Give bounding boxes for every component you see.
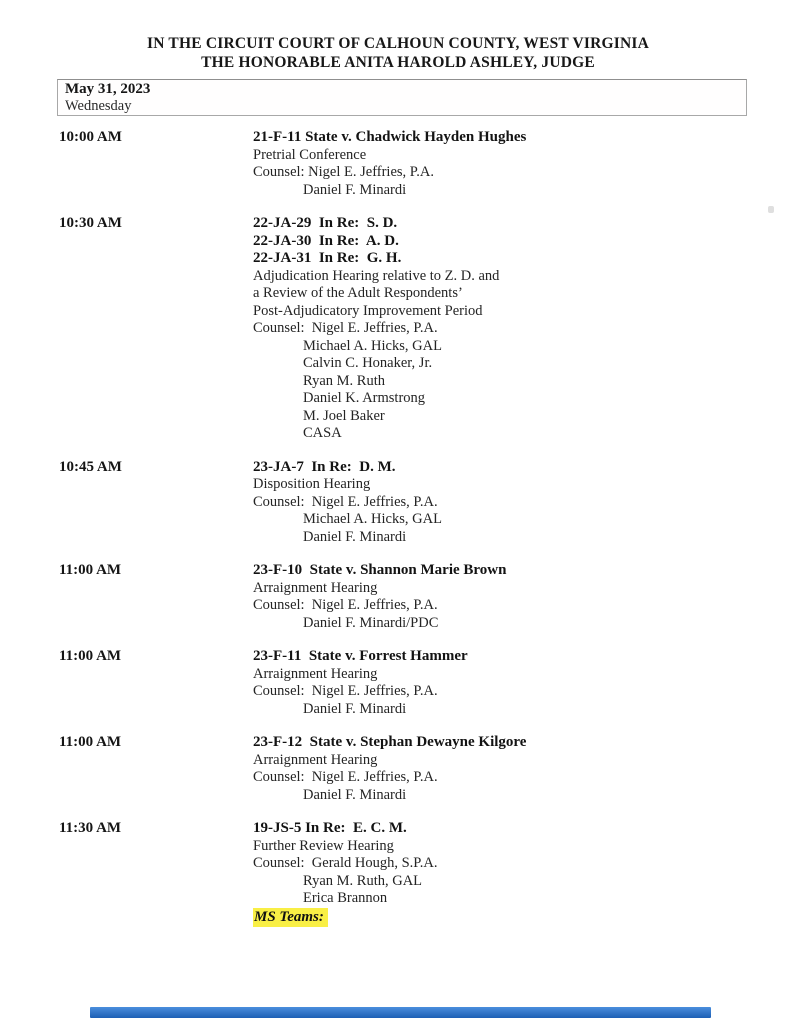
detail-line: Counsel: Gerald Hough, S.P.A. — [253, 855, 438, 871]
case-title: 23-F-12 State v. Stephan Dewayne Kilgore — [253, 734, 527, 750]
hearing-time: 10:45 AM — [59, 458, 122, 475]
court-header — [0, 0, 796, 72]
hearing-time: 11:00 AM — [59, 734, 122, 750]
detail-line: Counsel: Nigel E. Jeffries, P.A. — [253, 493, 438, 510]
hearing-details — [253, 562, 796, 632]
court-title: IN THE CIRCUIT COURT OF CALHOUN COUNTY, WEST VIRGINIA — [146, 35, 649, 52]
case-title: 21-F-11 State v. Chadwick Hayden Hughes — [253, 129, 527, 145]
hearing-details — [253, 129, 796, 199]
hearing-time: 11:30 AM — [59, 820, 122, 836]
detail-line: Counsel: Nigel E. Jeffries, P.A. — [253, 164, 434, 180]
detail-line: CASA — [303, 425, 342, 441]
detail-line: Post-Adjudicatory Improvement Period — [253, 302, 483, 319]
detail-line: a Review of the Adult Respondents’ — [253, 285, 463, 301]
hearing-details — [253, 215, 796, 443]
footer-bar — [90, 1007, 711, 1018]
docket-entry — [0, 459, 796, 547]
ms-teams-label: MS Teams: — [253, 908, 328, 927]
detail-line: Michael A. Hicks, GAL — [303, 337, 442, 354]
detail-line: M. Joel Baker — [303, 407, 385, 424]
detail-line: Daniel K. Armstrong — [303, 390, 426, 406]
scan-artifact — [768, 206, 774, 213]
detail-line: Ryan M. Ruth — [303, 372, 385, 389]
detail-line: Daniel F. Minardi/PDC — [303, 614, 439, 631]
detail-line: Arraignment Hearing — [253, 665, 378, 682]
detail-line: Adjudication Hearing relative to Z. D. and — [253, 267, 500, 284]
date-box — [57, 79, 747, 116]
docket-entry — [0, 648, 796, 718]
case-title: 23-F-10 State v. Shannon Marie Brown — [253, 562, 507, 578]
case-title: 22-JA-31 In Re: G. H. — [253, 250, 402, 266]
detail-line: Counsel: Nigel E. Jeffries, P.A. — [253, 683, 438, 699]
docket-entry — [0, 820, 796, 927]
judge-title: THE HONORABLE ANITA HAROLD ASHLEY, JUDGE — [201, 54, 595, 71]
detail-line: Counsel: Nigel E. Jeffries, P.A. — [253, 769, 438, 785]
detail-line: Counsel: Nigel E. Jeffries, P.A. — [253, 597, 438, 613]
detail-line: Daniel F. Minardi — [303, 700, 407, 717]
hearing-details — [253, 459, 796, 547]
detail-line: Daniel F. Minardi — [303, 181, 407, 198]
case-title: 22-JA-30 In Re: A. D. — [253, 232, 399, 249]
hearing-details — [253, 648, 796, 718]
docket-entry — [0, 562, 796, 632]
case-title: 22-JA-29 In Re: S. D. — [253, 215, 398, 231]
hearing-time: 11:00 AM — [59, 562, 122, 578]
hearing-time: 10:30 AM — [59, 215, 122, 231]
detail-line: Michael A. Hicks, GAL — [303, 511, 442, 527]
docket-date: May 31, 2023 — [65, 81, 151, 97]
docket-entry — [0, 734, 796, 804]
ms-teams-line — [253, 908, 796, 927]
detail-line: Calvin C. Honaker, Jr. — [303, 355, 433, 371]
detail-line: Arraignment Hearing — [253, 751, 378, 768]
hearing-details — [253, 820, 796, 927]
detail-line: Daniel F. Minardi — [303, 786, 407, 803]
case-title: 23-F-11 State v. Forrest Hammer — [253, 648, 468, 664]
detail-line: Arraignment Hearing — [253, 579, 378, 596]
docket-entry — [0, 215, 796, 443]
case-title: 23-JA-7 In Re: D. M. — [253, 458, 396, 475]
docket-entries — [0, 129, 796, 927]
detail-line: Counsel: Nigel E. Jeffries, P.A. — [253, 320, 438, 336]
docket-entry — [0, 129, 796, 199]
detail-line: Disposition Hearing — [253, 476, 371, 492]
hearing-time: 10:00 AM — [59, 129, 122, 145]
case-title: 19-JS-5 In Re: E. C. M. — [253, 820, 407, 836]
detail-line: Ryan M. Ruth, GAL — [303, 872, 423, 889]
detail-line: Erica Brannon — [303, 890, 388, 906]
detail-line: Pretrial Conference — [253, 146, 367, 163]
detail-line: Daniel F. Minardi — [303, 528, 407, 545]
hearing-time: 11:00 AM — [59, 648, 122, 664]
detail-line: Further Review Hearing — [253, 837, 394, 854]
docket-weekday: Wednesday — [65, 98, 132, 114]
hearing-details — [253, 734, 796, 804]
